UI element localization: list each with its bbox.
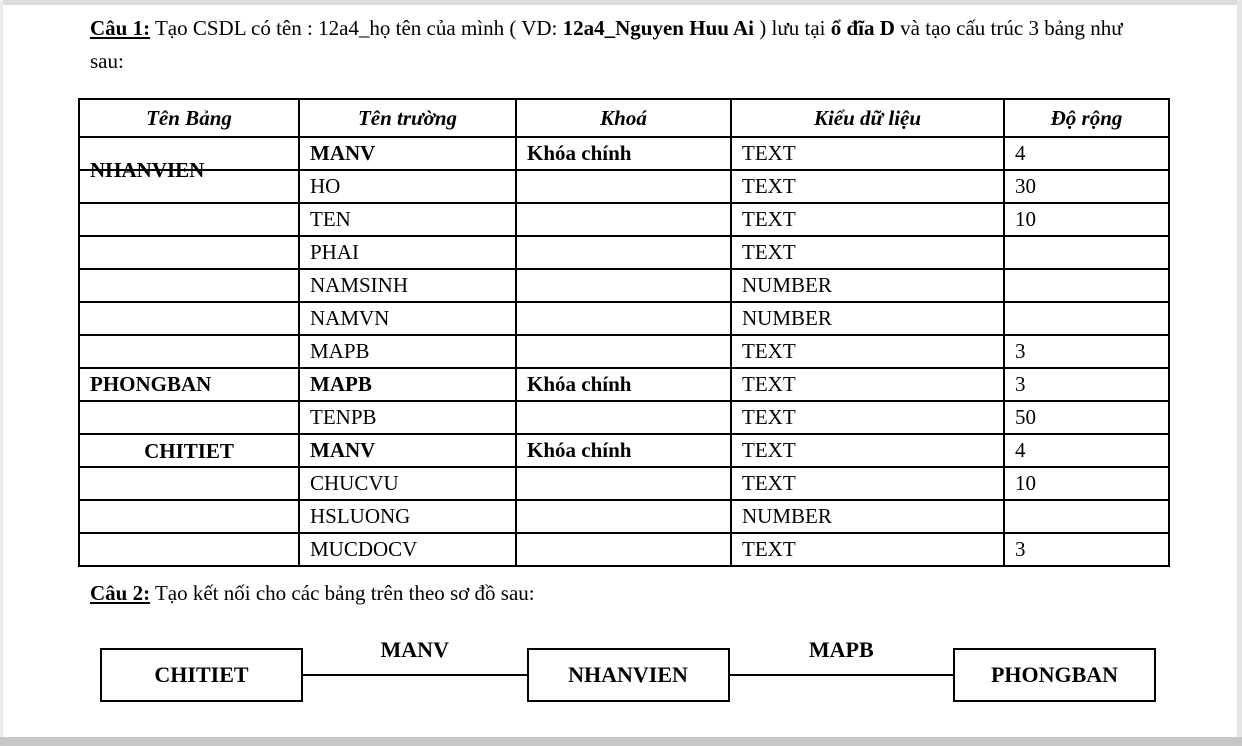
diagram-box-nhanvien [527, 648, 730, 702]
width-cell [1004, 302, 1169, 335]
question-1-label: Câu 1: [90, 16, 151, 40]
table-row [79, 137, 1169, 170]
connector-line [303, 674, 527, 676]
key-cell [516, 401, 731, 434]
diagram-box-chitiet [100, 648, 303, 702]
type-cell: TEXT [731, 368, 1004, 401]
question-1-text-mid: ) lưu tại [754, 16, 831, 40]
key-cell [516, 467, 731, 500]
type-cell: TEXT [731, 335, 1004, 368]
table-name-label: NHANVIEN [90, 157, 205, 182]
field-cell: MUCDOCV [299, 533, 516, 566]
type-cell: NUMBER [731, 269, 1004, 302]
table-row [79, 302, 1169, 335]
table-row [79, 500, 1169, 533]
table-name-cell-chitiet [79, 434, 299, 500]
type-cell: NUMBER [731, 500, 1004, 533]
question-1-text-tail: và tạo cấu trúc 3 bảng như sau: [90, 16, 1123, 73]
header-khoa: Khoá [516, 99, 731, 137]
width-cell: 3 [1004, 335, 1169, 368]
table-name-cell [79, 269, 299, 302]
question-1-drive: ổ đĩa D [830, 16, 895, 40]
table-row [79, 401, 1169, 434]
diagram-box-label: PHONGBAN [990, 662, 1119, 687]
width-cell: 4 [1004, 137, 1169, 170]
type-cell: NUMBER [731, 302, 1004, 335]
key-cell [516, 203, 731, 236]
key-cell [516, 500, 731, 533]
field-cell: TEN [299, 203, 516, 236]
question-2-text: Tạo kết nối cho các bảng trên theo sơ đồ sau: [150, 581, 535, 605]
table-name-cell-nhanvien [79, 137, 299, 203]
table-name-cell [79, 203, 299, 236]
page-edge-left [0, 0, 3, 746]
type-cell: TEXT [731, 401, 1004, 434]
type-cell: TEXT [731, 467, 1004, 500]
width-cell [1004, 236, 1169, 269]
schema-table [78, 98, 1170, 567]
diagram-box-label: CHITIET [154, 662, 249, 687]
table-row [79, 269, 1169, 302]
width-cell: 4 [1004, 434, 1169, 467]
table-row [79, 236, 1169, 269]
key-cell [516, 170, 731, 203]
document-content [78, 12, 1178, 702]
width-cell [1004, 500, 1169, 533]
width-cell: 3 [1004, 368, 1169, 401]
type-cell: TEXT [731, 434, 1004, 467]
field-cell: TENPB [299, 401, 516, 434]
connector-manv [303, 637, 527, 702]
connector-mapb [730, 637, 954, 702]
field-cell: MANV [299, 434, 516, 467]
page-edge-right [1237, 0, 1242, 746]
page-edge-top [0, 0, 1242, 5]
table-row [79, 533, 1169, 566]
connector-label-manv: MANV [380, 637, 449, 662]
header-do-rong: Độ rộng [1004, 99, 1169, 137]
field-cell: MAPB [299, 335, 516, 368]
table-name-cell [79, 302, 299, 335]
width-cell: 10 [1004, 467, 1169, 500]
question-2-paragraph [78, 577, 1123, 610]
table-name-cell [79, 500, 299, 533]
type-cell: TEXT [731, 203, 1004, 236]
field-cell: NAMVN [299, 302, 516, 335]
width-cell: 3 [1004, 533, 1169, 566]
width-cell [1004, 269, 1169, 302]
type-cell: TEXT [731, 137, 1004, 170]
table-row [79, 368, 1169, 401]
header-ten-truong: Tên trường [299, 99, 516, 137]
field-cell: CHUCVU [299, 467, 516, 500]
question-2-label: Câu 2: [90, 581, 151, 605]
question-1-example: 12a4_Nguyen Huu Ai [562, 16, 755, 40]
page-edge-bottom [0, 737, 1242, 746]
width-cell: 30 [1004, 170, 1169, 203]
table-name-cell-phongban: PHONGBAN [79, 368, 299, 401]
key-cell: Khóa chính [516, 137, 731, 170]
width-cell: 10 [1004, 203, 1169, 236]
connector-line [730, 674, 954, 676]
question-1-paragraph [78, 12, 1123, 78]
table-name-cell [79, 401, 299, 434]
key-cell [516, 335, 731, 368]
key-cell [516, 302, 731, 335]
table-name-cell [79, 335, 299, 368]
type-cell: TEXT [731, 236, 1004, 269]
diagram-box-label: NHANVIEN [568, 662, 688, 687]
table-header-row [79, 99, 1169, 137]
key-cell [516, 533, 731, 566]
key-cell: Khóa chính [516, 368, 731, 401]
header-kieu-du-lieu: Kiểu dữ liệu [731, 99, 1004, 137]
table-row [79, 434, 1169, 467]
connector-label-mapb: MAPB [808, 637, 874, 662]
type-cell: TEXT [731, 533, 1004, 566]
key-cell [516, 236, 731, 269]
table-row [79, 203, 1169, 236]
field-cell: PHAI [299, 236, 516, 269]
type-cell: TEXT [731, 170, 1004, 203]
key-cell [516, 269, 731, 302]
relationship-diagram [100, 637, 1156, 702]
question-1-text: Tạo CSDL có tên : 12a4_họ tên của mình ( VD: [150, 16, 563, 40]
field-cell: HSLUONG [299, 500, 516, 533]
header-ten-bang: Tên Bảng [79, 99, 299, 137]
field-cell: MAPB [299, 368, 516, 401]
width-cell: 50 [1004, 401, 1169, 434]
table-name-cell [79, 533, 299, 566]
field-cell: MANV [299, 137, 516, 170]
field-cell: HO [299, 170, 516, 203]
diagram-box-phongban [953, 648, 1156, 702]
table-name-cell [79, 236, 299, 269]
table-row [79, 335, 1169, 368]
table-name-label: CHITIET [144, 438, 234, 463]
field-cell: NAMSINH [299, 269, 516, 302]
key-cell: Khóa chính [516, 434, 731, 467]
